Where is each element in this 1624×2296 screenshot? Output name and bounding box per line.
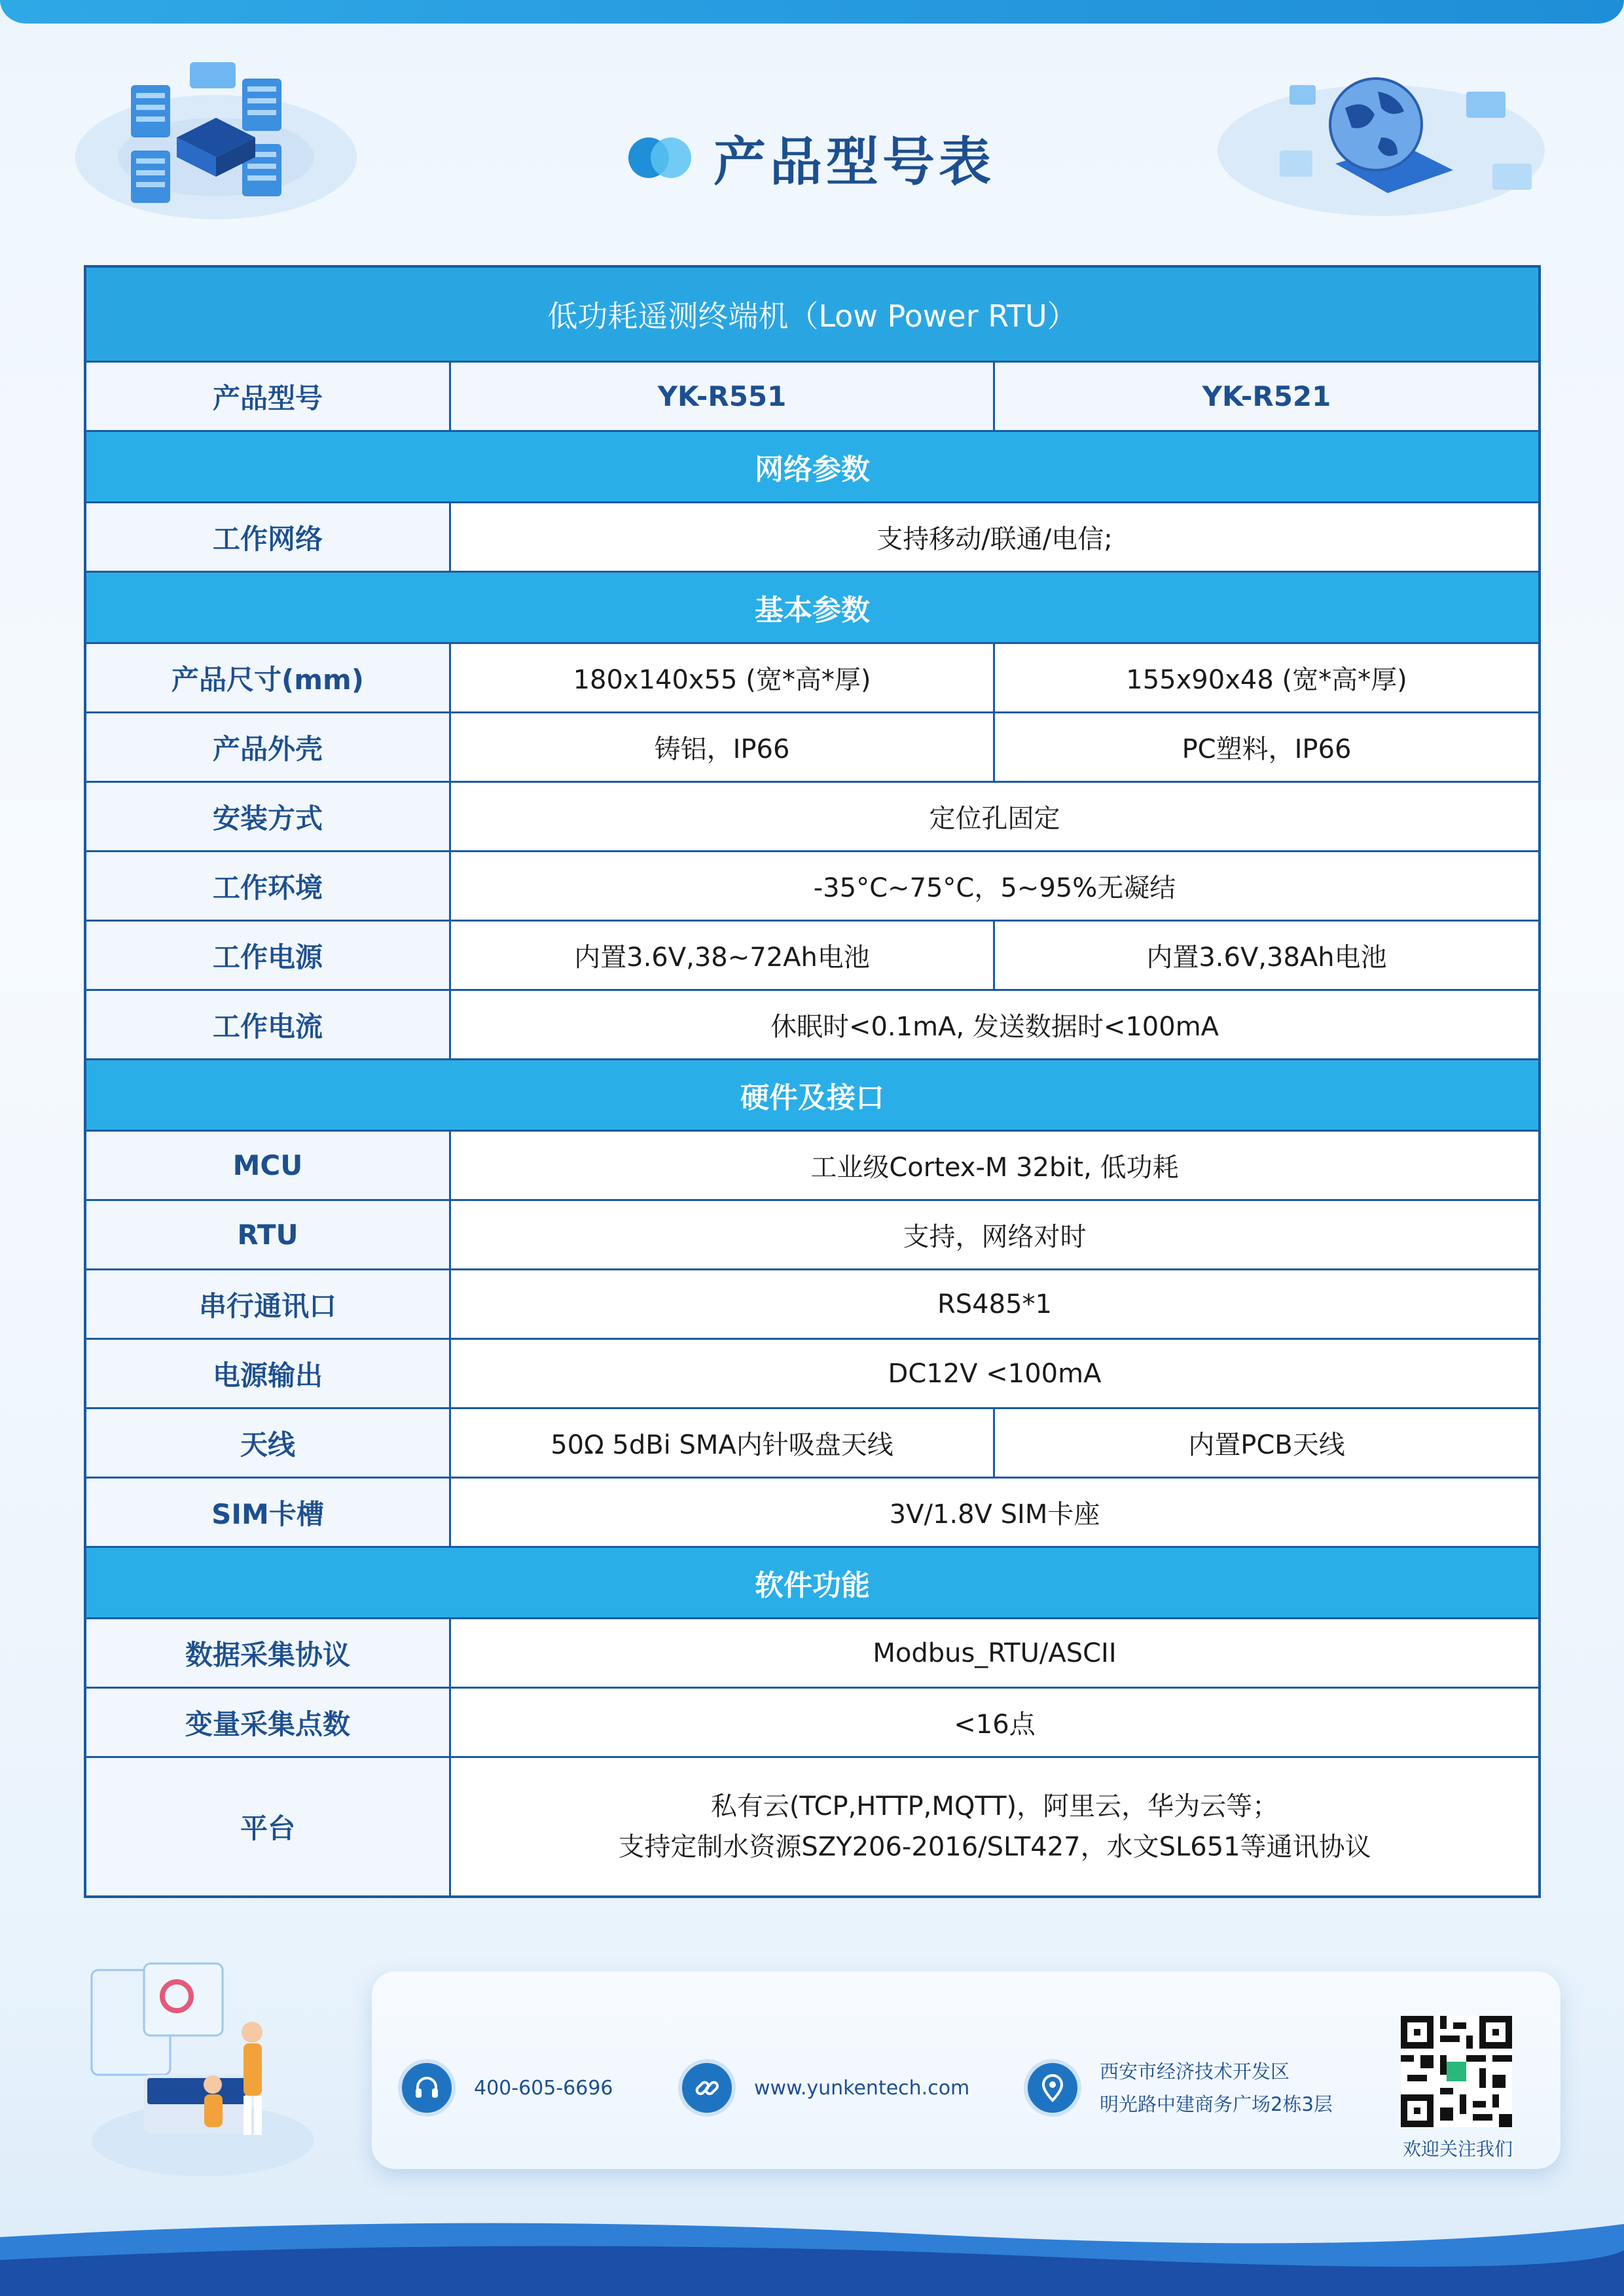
- row-label: 变量采集点数: [86, 1689, 451, 1756]
- row-label: 平台: [86, 1758, 451, 1895]
- contact-address: [1024, 2055, 1333, 2121]
- section-network: 网络参数: [86, 432, 1538, 503]
- row-value: Modbus_RTU/ASCII: [451, 1619, 1538, 1687]
- people-dashboard-illustration: [79, 1944, 327, 2186]
- page-title: 产品型号表: [713, 131, 995, 192]
- table-row: [86, 713, 1538, 783]
- model-a: YK-R551: [451, 363, 995, 430]
- row-value: RS485*1: [451, 1270, 1538, 1338]
- qr-label: 欢迎关注我们: [1402, 2138, 1513, 2160]
- spec-table: [84, 265, 1541, 1898]
- platform-line-2: 支持定制水资源SZY206-2016/SLT427，水文SL651等通讯协议: [618, 1832, 1371, 1862]
- row-label: 产品尺寸(mm): [86, 644, 451, 711]
- top-accent-bar: [0, 0, 1624, 24]
- headset-icon: [398, 2059, 456, 2117]
- address-line-1: 西安市经济技术开发区: [1100, 2060, 1290, 2083]
- row-value: 支持移动/联通/电信;: [451, 503, 1538, 571]
- globe-network-illustration: [1204, 52, 1558, 229]
- table-row: [86, 503, 1538, 573]
- row-value: [451, 1758, 1538, 1895]
- contact-phone: [398, 2059, 613, 2117]
- bottom-wave-decoration: [0, 2198, 1624, 2296]
- table-row: [86, 1409, 1538, 1479]
- row-label: 串行通讯口: [86, 1270, 451, 1338]
- row-value-a: 50Ω 5dBi SMA内针吸盘天线: [451, 1409, 995, 1477]
- row-label: 工作环境: [86, 852, 451, 920]
- qr-code-icon[interactable]: [1401, 2016, 1512, 2127]
- server-cluster-illustration: [65, 52, 367, 236]
- model-label: 产品型号: [86, 363, 451, 430]
- row-label: 工作网络: [86, 503, 451, 571]
- table-row: [86, 1689, 1538, 1758]
- row-value: <16点: [451, 1689, 1538, 1756]
- row-label: 数据采集协议: [86, 1619, 451, 1687]
- row-value: 支持，网络对时: [451, 1201, 1538, 1268]
- row-label: SIM卡槽: [86, 1479, 451, 1546]
- row-value: 休眠时<0.1mA, 发送数据时<100mA: [451, 991, 1538, 1058]
- row-value: DC12V <100mA: [451, 1340, 1538, 1407]
- row-label: 安装方式: [86, 783, 451, 850]
- row-value-a: 内置3.6V,38~72Ah电池: [451, 922, 995, 989]
- section-hardware: 硬件及接口: [86, 1060, 1538, 1132]
- table-row: [86, 783, 1538, 852]
- address-line-2: 明光路中建商务广场2栋3层: [1100, 2093, 1333, 2115]
- table-row: [86, 1758, 1538, 1895]
- page-header: [628, 118, 995, 196]
- address: [1100, 2055, 1333, 2121]
- section-software: 软件功能: [86, 1548, 1538, 1619]
- platform-line-1: 私有云(TCP,HTTP,MQTT)，阿里云，华为云等；: [710, 1791, 1279, 1821]
- row-value-a: 180x140x55 (宽*高*厚): [451, 644, 995, 711]
- table-row: [86, 1201, 1538, 1270]
- row-value: 定位孔固定: [451, 783, 1538, 850]
- row-label: MCU: [86, 1132, 451, 1199]
- title-dots-icon: [628, 134, 694, 180]
- row-value-b: 内置PCB天线: [995, 1409, 1538, 1477]
- row-label: 工作电流: [86, 991, 451, 1058]
- row-label: RTU: [86, 1201, 451, 1268]
- row-label: 电源输出: [86, 1340, 451, 1407]
- table-row: [86, 991, 1538, 1060]
- table-row: [86, 1340, 1538, 1409]
- table-row-model: [86, 363, 1538, 432]
- row-label: 天线: [86, 1409, 451, 1477]
- contact-website: [678, 2059, 969, 2117]
- row-value-b: PC塑料，IP66: [995, 713, 1538, 781]
- location-pin-icon: [1024, 2059, 1081, 2117]
- row-label: 工作电源: [86, 922, 451, 989]
- table-row: [86, 1132, 1538, 1201]
- model-b: YK-R521: [995, 363, 1538, 430]
- table-row: [86, 644, 1538, 713]
- row-value-b: 内置3.6V,38Ah电池: [995, 922, 1538, 989]
- row-label: 产品外壳: [86, 713, 451, 781]
- link-icon: [678, 2059, 736, 2117]
- table-row: [86, 852, 1538, 922]
- table-row: [86, 1479, 1538, 1548]
- table-row: [86, 1619, 1538, 1689]
- table-row: [86, 922, 1538, 991]
- website-link[interactable]: www.yunkentech.com: [754, 2076, 970, 2100]
- section-basic: 基本参数: [86, 573, 1538, 644]
- row-value: 工业级Cortex-M 32bit, 低功耗: [451, 1132, 1538, 1199]
- row-value-b: 155x90x48 (宽*高*厚): [995, 644, 1538, 711]
- row-value-a: 铸铝，IP66: [451, 713, 995, 781]
- table-row: [86, 1270, 1538, 1340]
- table-title: 低功耗遥测终端机（Low Power RTU）: [86, 268, 1538, 363]
- row-value: 3V/1.8V SIM卡座: [451, 1479, 1538, 1546]
- phone-number[interactable]: 400-605-6696: [474, 2076, 613, 2100]
- row-value: -35°C~75°C，5~95%无凝结: [451, 852, 1538, 920]
